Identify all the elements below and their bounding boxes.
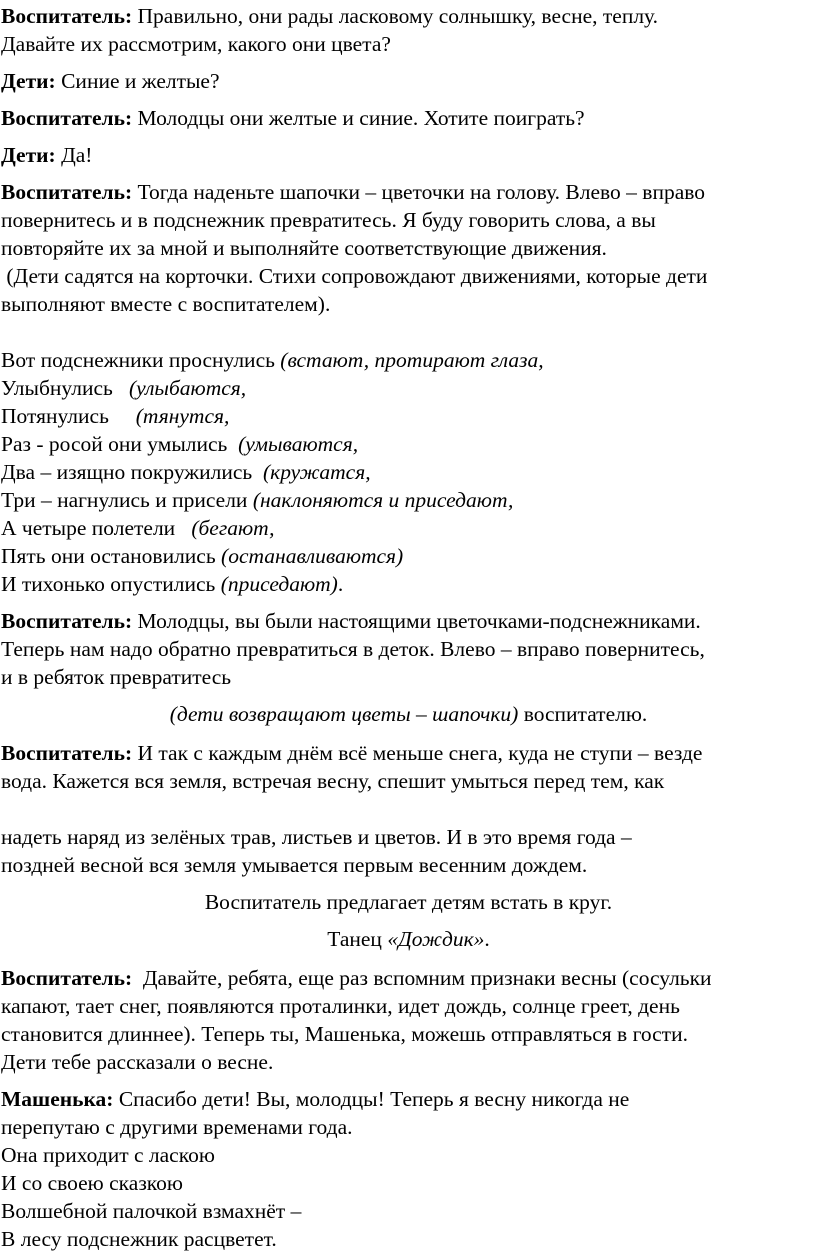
text-line: Дети тебе рассказали о весне. [1, 1050, 274, 1074]
paragraph-2 [1, 67, 816, 95]
poem-line: Потянулись [1, 404, 136, 428]
dance-title: «Дождик» [387, 927, 485, 951]
paragraph-7 [1, 700, 816, 728]
text-line: поздней весной вся земля умывается первым весенним дождем. [1, 853, 588, 877]
paragraph-3 [1, 104, 816, 132]
text-line: становится длиннее). Теперь ты, Машенька, можешь отправляться в гости. [1, 1022, 688, 1046]
text-line: Молодцы они желтые и синие. Хотите поиграть? [132, 106, 585, 130]
text-line: Спасибо дети! Вы, молодцы! Теперь я весну никогда не [113, 1087, 630, 1111]
stage-direction: (дети возвращают цветы – шапочки) [169, 702, 519, 726]
text-line: (Дети садятся на корточки. Стихи сопровождают движениями, которые дети [1, 264, 708, 288]
text-line: Она приходит с ласкою [1, 1143, 215, 1167]
poem-action: (останавливаются) [221, 544, 404, 568]
text-line: И со своею сказкою [1, 1171, 183, 1195]
paragraph-12 [1, 1085, 816, 1253]
text-line: Волшебной палочкой взмахнёт – [1, 1199, 302, 1223]
text-line: надеть наряд из зелёных трав, листьев и цветов. И в это время года – [1, 825, 632, 849]
text-line: Теперь нам надо обратно превратиться в деток. Влево – вправо повернитесь, [1, 637, 705, 661]
poem-line: Пять они остановились [1, 544, 222, 568]
paragraph-6 [1, 607, 816, 691]
text-line: и в ребяток превратитесь [1, 665, 232, 689]
text-line: повернитесь и в подснежник превратитесь. Я буду говорить слова, а вы [1, 208, 656, 232]
text-line: И так с каждым днём всё меньше снега, куда не ступи – везде [132, 741, 703, 765]
paragraph-1 [1, 2, 816, 58]
poem-action: (бегают, [191, 516, 275, 540]
poem [1, 346, 816, 598]
text-line: вода. Кажется вся земля, встречая весну, спешит умыться перед тем, как [1, 769, 665, 793]
paragraph-5 [1, 178, 816, 318]
poem-tail: . [337, 572, 344, 596]
speaker-label: Воспитатель: [1, 966, 133, 990]
poem-action: (приседают) [220, 572, 338, 596]
poem-line: Улыбнулись [1, 376, 129, 400]
text-line: Молодцы, вы были настоящими цветочками-подснежниками. [132, 609, 701, 633]
poem-line: Два – изящно покружились [1, 460, 263, 484]
speaker-label: Воспитатель: [1, 741, 133, 765]
text-tail: . [484, 927, 490, 951]
speaker-label: Дети: [1, 69, 56, 93]
speaker-label: Воспитатель: [1, 609, 133, 633]
text-line: выполняют вместе с воспитателем). [1, 292, 331, 316]
text-line: Синие и желтые? [55, 69, 220, 93]
poem-action: (тянутся, [135, 404, 230, 428]
poem-action: (встают, протирают глаза, [280, 348, 544, 372]
text-line: Воспитатель предлагает детям встать в круг. [204, 890, 613, 914]
poem-action: (кружатся, [262, 460, 371, 484]
paragraph-8 [1, 739, 816, 879]
paragraph-4 [1, 141, 816, 169]
speaker-label: Дети: [1, 143, 56, 167]
text-line: повторяйте их за мной и выполняйте соответствующие движения. [1, 236, 607, 260]
speaker-label: Воспитатель: [1, 106, 133, 130]
poem-action: (умываются, [238, 432, 359, 456]
text-line: перепутаю с другими временами года. [1, 1115, 353, 1139]
text-line: Правильно, они рады ласковому солнышку, весне, теплу. [132, 4, 659, 28]
text-line: Давайте их рассмотрим, какого они цвета? [1, 32, 391, 56]
poem-line: Вот подснежники проснулись [1, 348, 281, 372]
text-line: воспитателю. [518, 702, 648, 726]
poem-action: (улыбаются, [128, 376, 247, 400]
poem-action: (наклоняются и приседают, [252, 488, 514, 512]
speaker-label: Воспитатель: [1, 180, 133, 204]
paragraph-11 [1, 964, 816, 1076]
paragraph-9 [1, 888, 816, 916]
poem-line: Три – нагнулись и присели [1, 488, 253, 512]
poem-line: И тихонько опустились [1, 572, 221, 596]
speaker-label: Воспитатель: [1, 4, 133, 28]
paragraph-10 [1, 925, 816, 953]
speaker-label: Машенька: [1, 1087, 114, 1111]
text-line: капают, тает снег, появляются проталинки, идет дождь, солнце греет, день [1, 994, 680, 1018]
text-line: Танец [327, 927, 388, 951]
text-line: В лесу подснежник расцветет. [1, 1227, 277, 1251]
poem-line: А четыре полетели [1, 516, 192, 540]
text-line: Тогда наденьте шапочки – цветочки на голову. Влево – вправо [132, 180, 705, 204]
poem-line: Раз - росой они умылись [1, 432, 239, 456]
text-line: Да! [55, 143, 93, 167]
text-line: Давайте, ребята, еще раз вспомним признаки весны (сосульки [132, 966, 712, 990]
